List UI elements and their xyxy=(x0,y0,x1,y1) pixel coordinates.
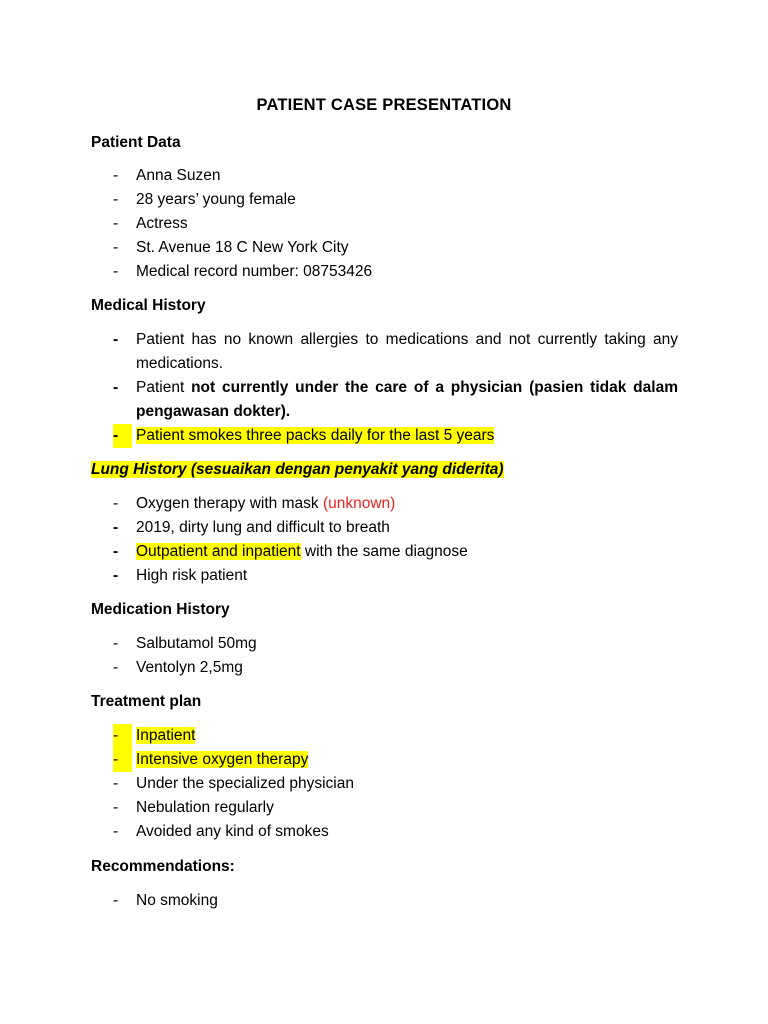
list-item-dirty-lung xyxy=(113,516,678,540)
bullet-dash: - xyxy=(113,892,119,909)
outpatient-highlight: Outpatient and inpatient xyxy=(136,543,301,560)
bullet-dash: - xyxy=(113,724,132,748)
heading-patient-data: Patient Data xyxy=(91,134,181,151)
list-item-intensive-oxygen xyxy=(113,748,678,772)
heading-medical-history: Medical History xyxy=(91,297,206,314)
bullet-dash: - xyxy=(113,379,119,396)
heading-lung-history xyxy=(91,461,504,479)
lung-history-heading-text: Lung History (sesuaikan dengan penyakit yang diderita) xyxy=(91,461,504,478)
list-item-allergies xyxy=(113,328,678,376)
bullet-dash: - xyxy=(113,799,119,816)
no-smoking-text: No smoking xyxy=(136,892,218,909)
unknown-note: (unknown) xyxy=(322,495,396,512)
list-item-smoking xyxy=(113,424,678,448)
list-item-outpatient xyxy=(113,540,678,564)
high-risk-text: High risk patient xyxy=(136,567,248,584)
list-item-no-smoking xyxy=(113,889,678,913)
salbutamol-text: Salbutamol 50mg xyxy=(136,635,257,652)
list-item-oxygen-therapy xyxy=(113,492,678,516)
heading-treatment-plan: Treatment plan xyxy=(91,693,202,710)
bullet-dash: - xyxy=(113,495,119,512)
list-item-age xyxy=(113,188,678,212)
list-item-record-number xyxy=(113,260,678,284)
list-item-specialized-physician xyxy=(113,772,678,796)
physician-care-line-1 xyxy=(136,376,678,400)
allergies-line-2: medications. xyxy=(136,355,224,372)
bullet-dash: - xyxy=(113,191,119,208)
outpatient-rest: with the same diagnose xyxy=(304,543,468,560)
list-item-occupation xyxy=(113,212,678,236)
bullet-dash: - xyxy=(113,424,132,448)
bullet-dash: - xyxy=(113,263,119,280)
bullet-dash: - xyxy=(113,567,119,584)
bullet-dash: - xyxy=(113,748,132,772)
inpatient-text: Inpatient xyxy=(136,727,196,744)
list-item-inpatient xyxy=(113,724,678,748)
bullet-dash: - xyxy=(113,823,119,840)
bullet-dash: - xyxy=(113,239,119,256)
bullet-dash: - xyxy=(113,215,119,232)
oxygen-therapy-text: Oxygen therapy with mask xyxy=(136,495,319,512)
bullet-dash: - xyxy=(113,543,119,560)
physician-care-bold-2: pengawasan dokter). xyxy=(136,403,291,420)
patient-age: 28 years’ young female xyxy=(136,191,296,208)
patient-occupation: Actress xyxy=(136,215,188,232)
list-item-ventolyn xyxy=(113,656,678,680)
physician-care-prefix: Patient xyxy=(136,379,185,396)
list-item-address xyxy=(113,236,678,260)
ventolyn-text: Ventolyn 2,5mg xyxy=(136,659,243,676)
inpatient-line xyxy=(136,724,678,748)
physician-care-bold-1: not currently under the care of a physician (pasien tidak dalam xyxy=(191,379,678,396)
outpatient-line xyxy=(136,540,678,564)
nebulation-text: Nebulation regularly xyxy=(136,799,274,816)
bullet-dash: - xyxy=(113,167,119,184)
heading-recommendations: Recommendations: xyxy=(91,858,235,875)
patient-address: St. Avenue 18 C New York City xyxy=(136,239,349,256)
bullet-dash: - xyxy=(113,635,119,652)
smoking-line xyxy=(136,424,678,448)
oxygen-therapy-line xyxy=(136,492,678,516)
dirty-lung-text: 2019, dirty lung and difficult to breath xyxy=(136,519,390,536)
page-title: PATIENT CASE PRESENTATION xyxy=(256,96,512,114)
medical-record-number: Medical record number: 08753426 xyxy=(136,263,373,280)
list-item-avoid-smokes xyxy=(113,820,678,844)
specialized-physician-text: Under the specialized physician xyxy=(136,775,354,792)
patient-name: Anna Suzen xyxy=(136,167,221,184)
smoking-text: Patient smokes three packs daily for the last 5 years xyxy=(136,427,495,444)
list-item-name xyxy=(113,164,678,188)
list-item-salbutamol xyxy=(113,632,678,656)
bullet-dash: - xyxy=(113,659,119,676)
avoid-smokes-text: Avoided any kind of smokes xyxy=(136,823,329,840)
physician-care-line-2 xyxy=(136,400,678,424)
bullet-dash: - xyxy=(113,519,119,536)
intensive-oxygen-text: Intensive oxygen therapy xyxy=(136,751,309,768)
intensive-oxygen-line xyxy=(136,748,678,772)
list-item-high-risk xyxy=(113,564,678,588)
bullet-dash: - xyxy=(113,331,119,348)
list-item-physician-care xyxy=(113,376,678,424)
list-item-nebulation xyxy=(113,796,678,820)
bullet-dash: - xyxy=(113,775,119,792)
heading-medication-history: Medication History xyxy=(91,601,230,618)
allergies-line-1: Patient has no known allergies to medications and not currently taking any xyxy=(136,331,678,348)
